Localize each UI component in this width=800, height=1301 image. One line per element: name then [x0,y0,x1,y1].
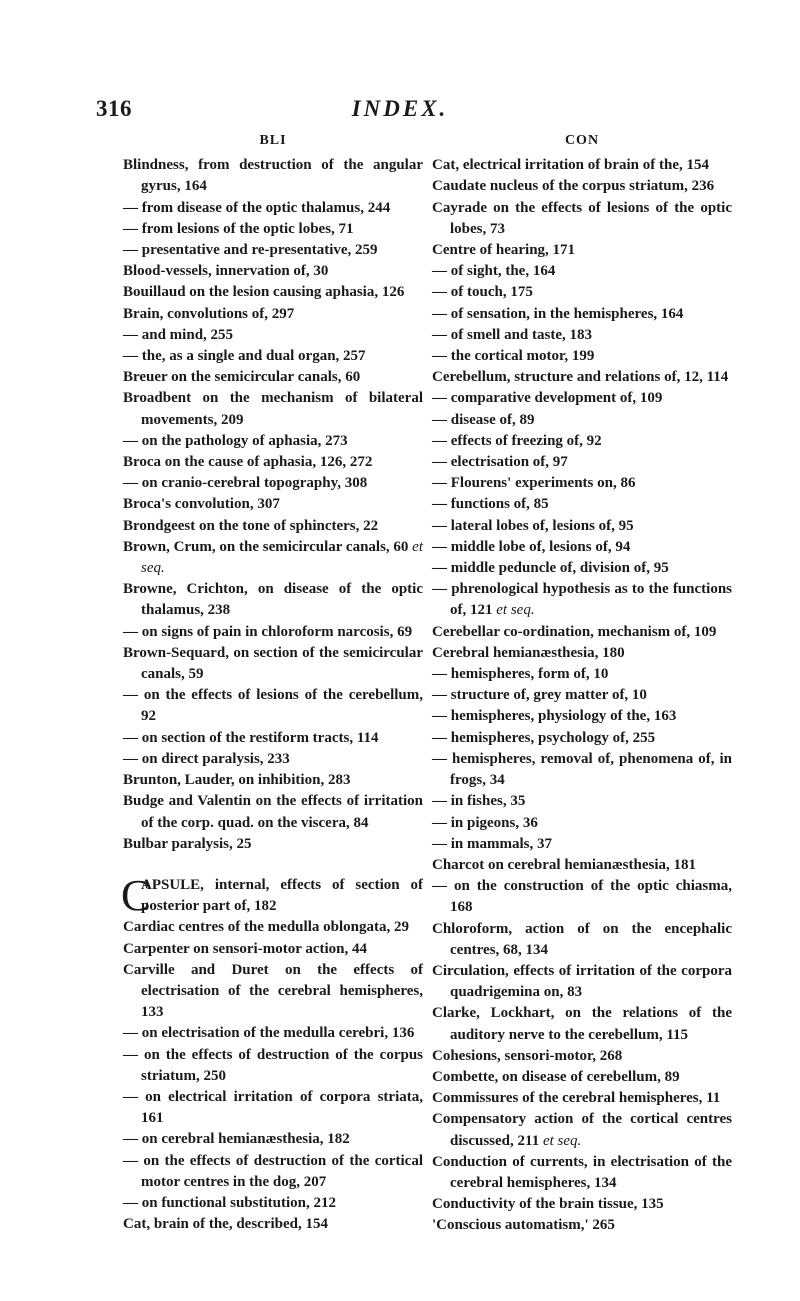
index-entry: Carville and Duret on the effects of electrisation of the cerebral hemispheres, 133 [123,961,423,1021]
index-entry: — on electrical irritation of corpora striata, 161 [123,1088,423,1127]
index-entry: — comparative development of, 109 [432,390,663,407]
index-entry: Conduction of currents, in electrisation of the cerebral hemispheres, 134 [432,1153,732,1191]
index-entry: — in pigeons, 36 [432,814,538,831]
index-entry: — hemispheres, form of, 10 [432,666,609,683]
index-entry: Centre of hearing, 171 [432,242,576,259]
index-entry: Charcot on cerebral hemianæsthesia, 181 [432,856,697,873]
index-entry: — disease of, 89 [432,411,535,428]
entry-list-c-right [432,155,732,1236]
index-entry: — middle lobe of, lesions of, 94 [432,538,631,555]
index-entry: Cerebral hemianæsthesia, 180 [432,644,625,661]
index-entry: — presentative and re-presentative, 259 [123,242,378,259]
index-entry: — hemispheres, physiology of the, 163 [432,708,677,725]
index-entry: — the, as a single and dual organ, 257 [123,348,366,365]
index-column-right [432,130,732,1237]
index-entry: Budge and Valentin on the effects of irritation of the corp. quad. on the viscera, 84 [123,793,423,831]
catchword-right: CON [564,133,600,148]
index-entry: — on cranio-cerebral topography, 308 [123,475,368,492]
index-entry: — on the effects of destruction of the corpus striatum, 250 [123,1046,423,1084]
index-entry: — in mammals, 37 [432,835,552,852]
index-entry: Browne, Crichton, on disease of the optic thalamus, 238 [123,581,423,619]
index-entry: — the cortical motor, 199 [432,348,595,365]
index-entry: — in fishes, 35 [432,793,526,810]
index-entry: — on functional substitution, 212 [123,1194,336,1211]
index-entry: Cardiac centres of the medulla oblongata, 29 [123,919,409,936]
entry-list-c-left [123,917,423,1235]
index-entry: — of touch, 175 [432,284,533,301]
index-entry: — effects of freezing of, 92 [432,432,602,449]
index-entry: Broca on the cause of aphasia, 126, 272 [123,454,373,471]
index-entry: — on the effects of lesions of the cerebellum, 92 [123,687,423,725]
index-entry: Brown-Sequard, on section of the semicircular canals, 59 [123,644,423,683]
index-entry: — hemispheres, psychology of, 255 [432,729,656,746]
index-entry: Compensatory action of the cortical centres discussed, 211 et seq. [432,1111,732,1149]
index-entry: Broadbent on the mechanism of bilateral movements, 209 [123,390,423,428]
index-entry: — from lesions of the optic lobes, 71 [123,220,354,237]
index-entry: Cat, electrical irritation of brain of the, 154 [432,157,710,174]
index-entry: — on signs of pain in chloroform narcosis, 69 [123,623,413,640]
index-entry: — electrisation of, 97 [432,454,568,471]
index-entry: — on the construction of the optic chiasma, 168 [432,878,732,916]
index-entry: — on section of the restiform tracts, 114 [123,729,379,746]
drop-cap-entry-text: APSULE, internal, effects of section of posterior part of, 182 [141,876,423,915]
index-entry: Commissures of the cerebral hemispheres, 11 [432,1090,721,1107]
index-entry: — on cerebral hemianæsthesia, 182 [123,1131,350,1148]
index-entry: — phrenological hypothesis as to the functions of, 121 et seq. [432,581,732,619]
index-entry: — of sensation, in the hemispheres, 164 [432,305,684,322]
section-divider [123,855,423,875]
index-entry: 'Conscious automatism,' 265 [432,1217,615,1234]
index-entry: Cayrade on the effects of lesions of the optic lobes, 73 [432,199,732,237]
drop-cap-letter: C [121,870,151,920]
page-number: 316 [96,96,132,121]
index-entry: — on electrisation of the medulla cerebri, 136 [123,1025,415,1042]
page-title: INDEX. [351,96,449,121]
index-entry: — on direct paralysis, 233 [123,750,290,767]
index-entry: — on the pathology of aphasia, 273 [123,432,348,449]
index-entry: — lateral lobes of, lesions of, 95 [432,517,634,534]
index-entry: Brown, Crum, on the semicircular canals, 60 et seq. [123,538,423,577]
index-entry: Circulation, effects of irritation of the corpora quadrigemina on, 83 [432,962,732,1001]
index-entry: Caudate nucleus of the corpus striatum, 236 [432,178,715,195]
index-entry: — and mind, 255 [123,326,234,343]
index-entry: — on the effects of destruction of the cortical motor centres in the dog, 207 [123,1152,423,1190]
index-entry: Cat, brain of the, described, 154 [123,1216,328,1233]
index-column-left [123,130,423,1235]
index-entry: Brunton, Lauder, on inhibition, 283 [123,772,351,789]
index-entry: — structure of, grey matter of, 10 [432,687,647,704]
index-entry: Cerebellum, structure and relations of, 12, 114 [432,369,729,386]
index-entry: Combette, on disease of cerebellum, 89 [432,1068,680,1085]
index-entry: — functions of, 85 [432,496,549,513]
catchword-left: BLI [259,133,287,148]
index-entry: — of sight, the, 164 [432,263,556,280]
index-entry: — Flourens' experiments on, 86 [432,475,636,492]
index-entry: Breuer on the semicircular canals, 60 [123,369,361,386]
index-entry: — middle peduncle of, division of, 95 [432,560,669,577]
index-entry: — from disease of the optic thalamus, 244 [123,199,391,216]
page-header [96,96,704,126]
index-entry: Blindness, from destruction of the angular gyrus, 164 [123,157,423,195]
index-entry: Blood-vessels, innervation of, 30 [123,263,329,280]
index-entry: Conductivity of the brain tissue, 135 [432,1196,664,1213]
index-entry: Carpenter on sensori-motor action, 44 [123,940,367,957]
index-entry: Clarke, Lockhart, on the relations of the auditory nerve to the cerebellum, 115 [432,1005,732,1043]
index-entry: — of smell and taste, 183 [432,326,592,343]
index-entry: Cerebellar co-ordination, mechanism of, 109 [432,623,717,640]
index-entry: Brondgeest on the tone of sphincters, 22 [123,517,379,534]
index-entry: — hemispheres, removal of, phenomena of, in frogs, 34 [432,750,732,789]
index-entry: Chloroform, action of on the encephalic centres, 68, 134 [432,920,732,958]
index-entry: Broca's convolution, 307 [123,496,280,513]
index-entry: Brain, convolutions of, 297 [123,305,295,322]
entry-list-b [123,155,423,855]
index-entry: Cohesions, sensori-motor, 268 [432,1047,623,1064]
index-entry: Bulbar paralysis, 25 [123,835,252,852]
index-entry: Bouillaud on the lesion causing aphasia, 126 [123,284,405,301]
index-entry-capsule [121,870,423,920]
